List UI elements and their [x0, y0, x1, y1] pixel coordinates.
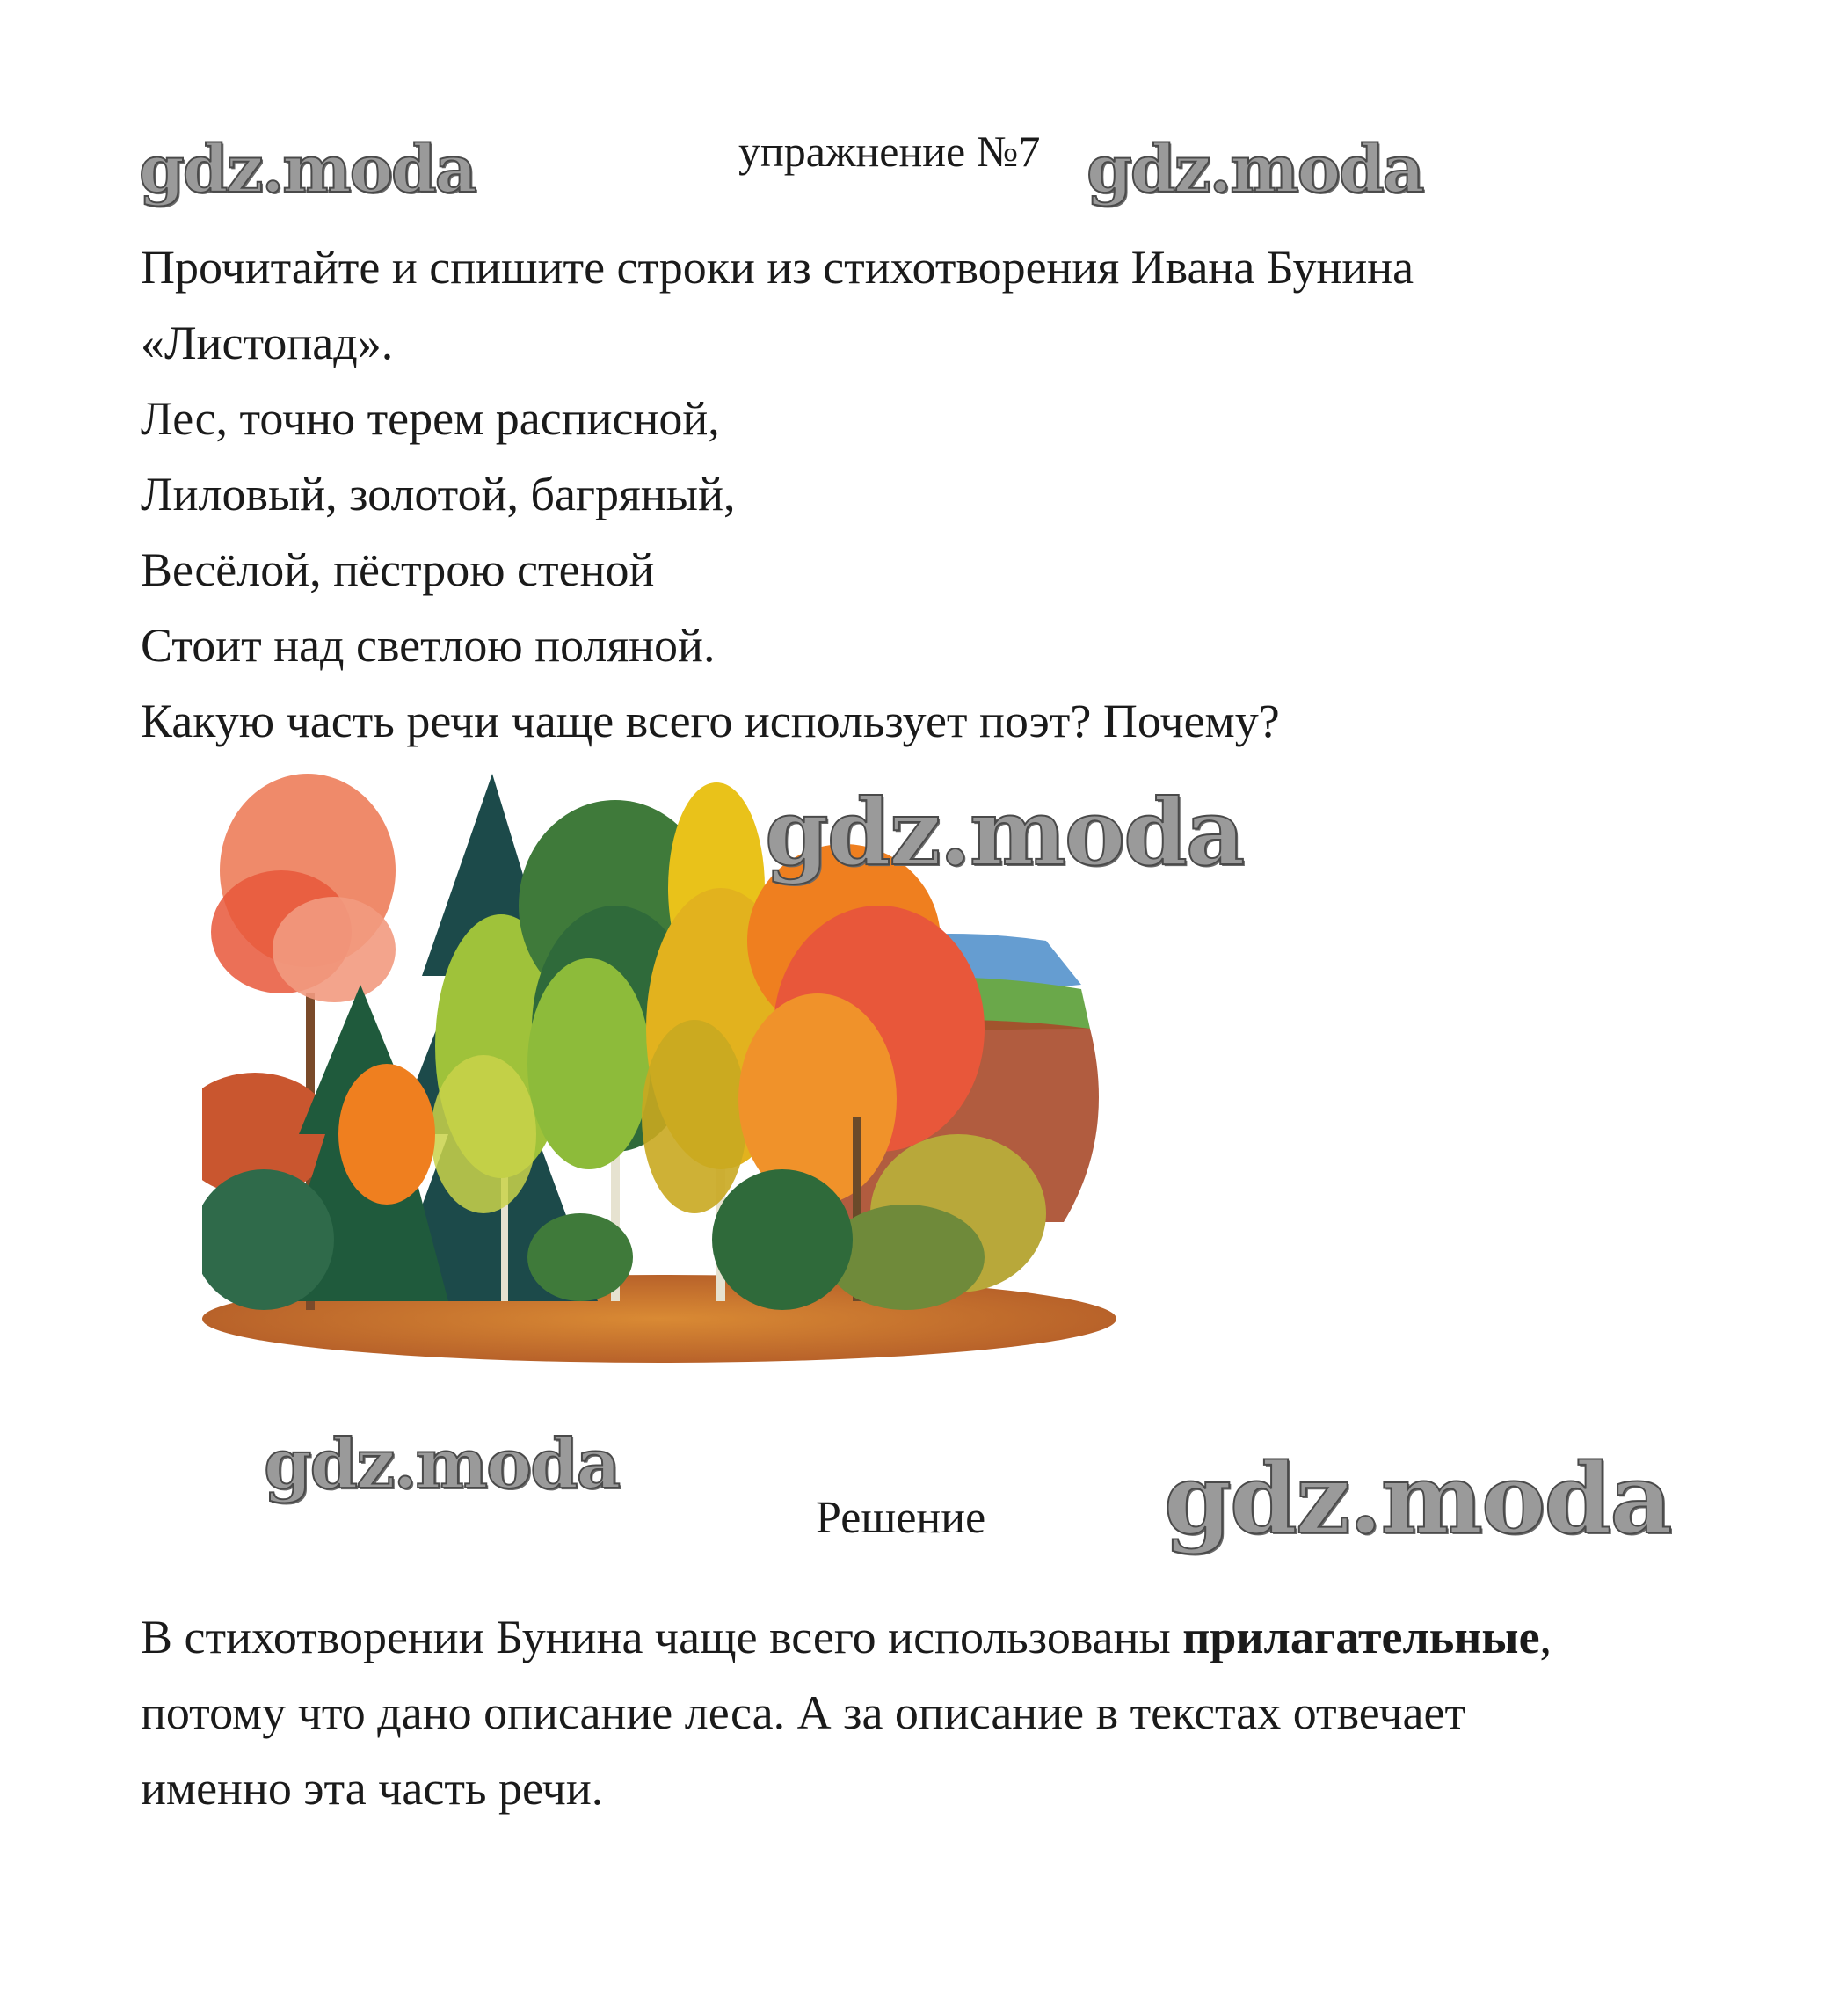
watermark: gdz.moda	[139, 132, 476, 207]
solution-text: ,	[1539, 1611, 1552, 1663]
question-line: Какую часть речи чаще всего использует поэт? Почему?	[141, 695, 1280, 747]
poem-line: Стоит над светлою поляной.	[141, 619, 716, 672]
watermark: gdz.moda	[1087, 132, 1423, 207]
watermark: gdz.moda	[1164, 1442, 1671, 1555]
exercise-title: упражнение №7	[738, 127, 1041, 176]
solution-heading: Решение	[816, 1493, 986, 1543]
poem-line: Весёлой, пёстрою стеной	[141, 543, 655, 596]
solution-line	[141, 1609, 1552, 1665]
instruction-line: Прочитайте и спишите строки из стихотворения Ивана Бунина	[141, 241, 1414, 294]
solution-text: В стихотворении Бунина чаще всего использованы	[141, 1611, 1183, 1663]
solution-answer: прилагательные	[1182, 1611, 1540, 1663]
poem-line: Лес, точно терем расписной,	[141, 392, 720, 445]
solution-line: потому что дано описание леса. А за описание в текстах отвечает	[141, 1686, 1466, 1739]
watermark: gdz.moda	[264, 1424, 620, 1504]
watermark: gdz.moda	[765, 778, 1244, 886]
poem-line: Лиловый, золотой, багряный,	[141, 468, 736, 520]
instruction-line: «Листопад».	[141, 317, 394, 369]
solution-line: именно эта часть речи.	[141, 1762, 604, 1815]
